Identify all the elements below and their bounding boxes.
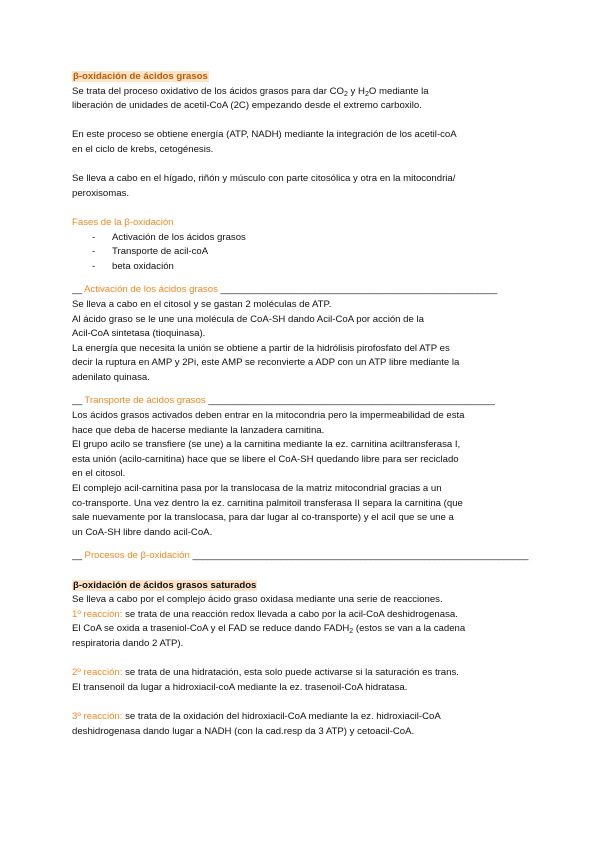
intro-text: y H	[347, 85, 365, 97]
phases-list	[72, 231, 532, 275]
list-item: - Activación de los ácidos grasos	[92, 231, 532, 246]
paragraph-line: Al ácido graso se le une una molécula de CoA-SH dando Acil-CoA por acción de la	[72, 313, 424, 325]
paragraph-line: Se lleva a cabo en el citosol y se gastan 2 moléculas de ATP.	[72, 298, 332, 310]
paragraph-line: El complejo acil-carnitina pasa por la translocasa de la matriz mitocondrial gracias a un	[72, 483, 442, 495]
heading-rule: ____________________________________________________________________	[192, 550, 529, 562]
energy-line: En este proceso se obtiene energía (ATP, NADH) mediante la integración de los acetil-coA	[72, 129, 457, 141]
reaction-label: 3º reacción:	[72, 710, 123, 722]
transport-heading	[72, 394, 532, 409]
paragraph-line: La energía que necesita la unión se obtiene a partir de la hidrólisis pirofosfato del ATP es	[72, 342, 450, 354]
reaction-text: (estos se van a la cadena	[353, 623, 466, 635]
paragraph-line: El grupo acilo se transfiere (se une) a la carnitina mediante la ez. carnitina aciltransferasa I,	[72, 439, 461, 451]
reaction-3-line-2: deshidrogenasa dando lugar a NADH (con la cad.resp da 3 ATP) y cetoacil-CoA.	[72, 725, 415, 737]
subscript: 2	[343, 90, 348, 98]
reaction-text: El CoA se oxida a traseniol-CoA y el FAD se reduce dando FADH	[72, 623, 350, 635]
location-line: Se lleva a cabo en el hígado, riñón y músculo con parte citosólica y otra en la mitocondria/	[72, 173, 456, 185]
paragraph-line: Se lleva a cabo por el complejo ácido graso oxidasa mediante una serie de reacciones.	[72, 594, 443, 606]
paragraph-line: un CoA-SH libre dando acil-CoA.	[72, 526, 213, 538]
paragraph-line: hace que deba de hacerse mediante la lanzadera carnitina.	[72, 424, 325, 436]
title-line	[72, 70, 532, 85]
section-title: Procesos de β-oxidación	[81, 550, 193, 562]
saturated-heading-line	[72, 579, 532, 594]
reaction-2-line-2: El transenoil da lugar a hidroxiacil-coA mediante la ez. trasenoil-CoA hidratasa.	[72, 681, 408, 693]
list-item: - beta oxidación	[92, 260, 532, 275]
heading-rule: ________________________________________________________	[220, 284, 497, 296]
paragraph-line: en el citosol.	[72, 468, 126, 480]
heading-rule: __	[72, 284, 82, 296]
list-item: - Transporte de acil-coA	[92, 245, 532, 260]
intro-text: O mediante la	[368, 85, 429, 97]
paragraph-line: sale nuevamente por la translocasa, para dar lugar al co-transporte) y el acil que se une a	[72, 512, 454, 524]
activation-heading	[72, 283, 532, 298]
document-page	[72, 70, 532, 739]
heading-rule: __________________________________________________________	[208, 395, 495, 407]
reaction-text: se trata de una hidratación, esta solo puede activarse si la saturación es trans.	[122, 667, 459, 679]
paragraph-line: co-transporte. Una vez dentro la ez. carnitina palmitoil transferasa II separa la carnitina (que	[72, 497, 463, 509]
intro-text: Se trata del proceso oxidativo de los ácidos grasos para dar CO	[72, 85, 344, 97]
paragraph-line: decir la ruptura en AMP y 2Pi, este AMP se reconvierte a ADP con un ATP libre mediante la	[72, 357, 460, 369]
heading-rule: __	[72, 395, 82, 407]
processes-heading	[72, 549, 532, 564]
energy-line: en el ciclo de krebs, cetogénesis.	[72, 143, 214, 155]
reaction-3-line	[72, 710, 532, 725]
reaction-label: 2º reacción:	[72, 667, 123, 679]
paragraph-line: Los ácidos grasos activados deben entrar en la mitocondria pero la impermeabilidad de esta	[72, 410, 465, 422]
reaction-1-line-3: respiratoria dando 2 ATP).	[72, 637, 184, 649]
intro-line-2: liberación de unidades de acetil-CoA (2C) empezando desde el extremo carboxilo.	[72, 100, 422, 112]
location-line: peroxisomas.	[72, 187, 130, 199]
section-title: Transporte de ácidos grasos	[81, 395, 209, 407]
paragraph-line: adenilato quinasa.	[72, 371, 150, 383]
reaction-text: se trata de una reacción redox llevada a cabo por la acil-CoA deshidrogenasa.	[122, 608, 458, 620]
paragraph-line: Acil-CoA sintetasa (tioquinasa).	[72, 328, 206, 340]
section-title: Activación de los ácidos grasos	[81, 284, 221, 296]
heading-rule: __	[72, 550, 82, 562]
phases-heading: Fases de la β-oxidación	[72, 216, 174, 228]
intro-line-1	[72, 85, 532, 100]
reaction-text: se trata de la oxidación del hidroxiacil-CoA mediante la ez. hidroxiacil-CoA	[122, 710, 441, 722]
reaction-label: 1º reacción:	[72, 608, 123, 620]
subscript: 2	[349, 628, 354, 636]
saturated-heading: β-oxidación de ácidos grasos saturados	[73, 579, 257, 591]
reaction-1-line	[72, 608, 532, 623]
page-title: β-oxidación de ácidos grasos	[73, 71, 208, 82]
reaction-1-line-2	[72, 622, 532, 637]
paragraph-line: esta unión (acilo-carnitina) hace que se libere el CoA-SH quedando libre para ser reciclado	[72, 453, 459, 465]
reaction-2-line	[72, 666, 532, 681]
subscript: 2	[364, 90, 369, 98]
